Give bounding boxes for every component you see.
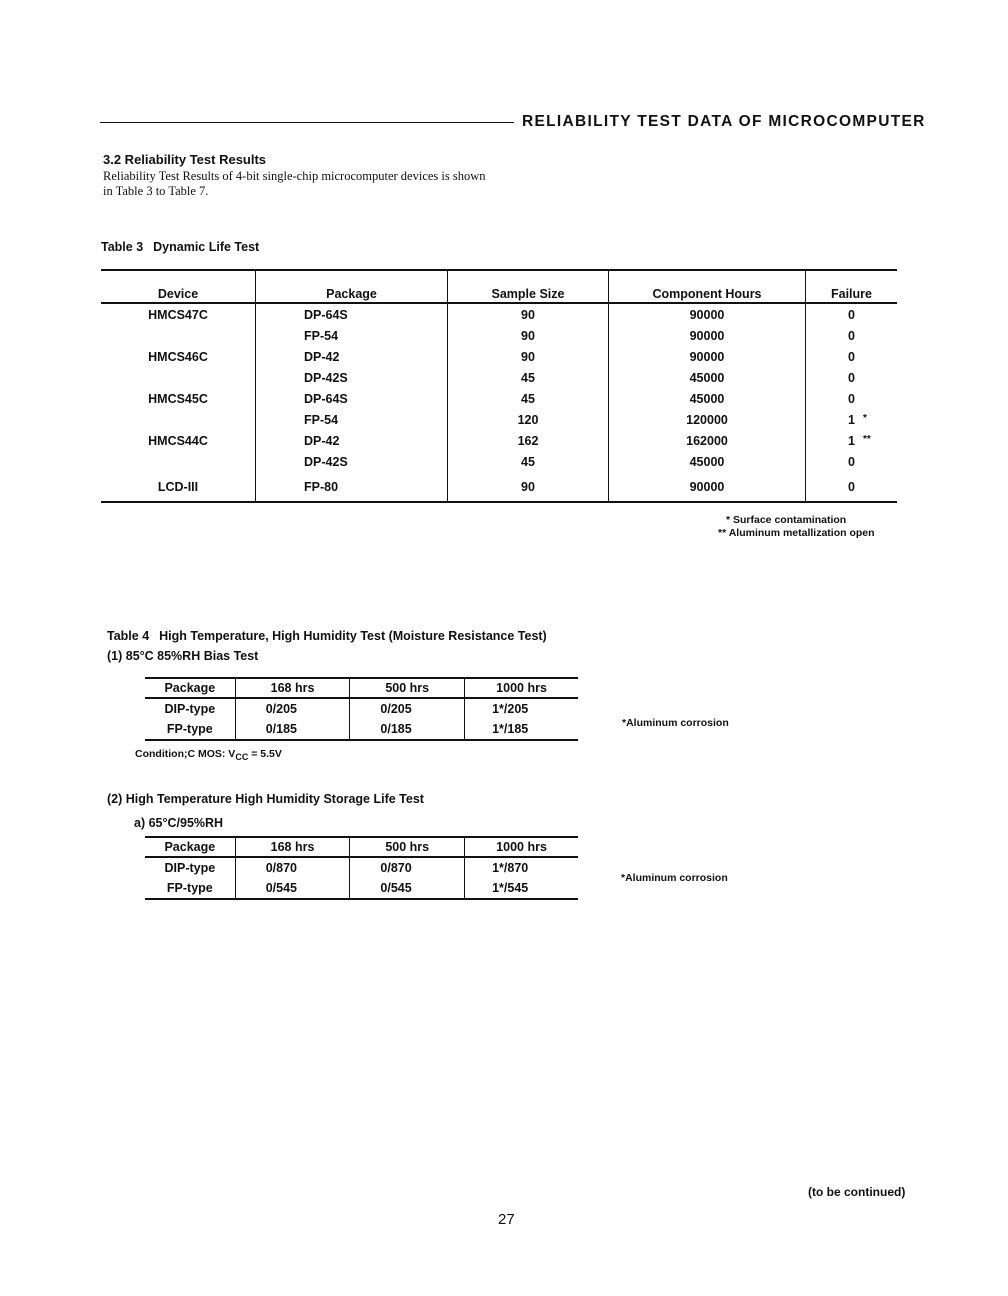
table3-title: Dynamic Life Test [153, 240, 260, 254]
to-be-continued: (to be continued) [808, 1185, 906, 1199]
cell-device [101, 325, 256, 346]
table3-note-1: * Surface contamination [726, 514, 847, 526]
cell-sample: 162 [448, 430, 609, 451]
table4-part2-subtitle: a) 65°C/95%RH [134, 816, 224, 830]
cell-package: FP-54 [256, 325, 448, 346]
cell-sample: 90 [448, 472, 609, 502]
cell-failure [806, 346, 898, 367]
cell-500hrs: 0/185 [350, 719, 465, 740]
col-header-168hrs: 168 hrs [235, 837, 350, 857]
table-header-row [145, 837, 578, 857]
cell-package: DP-42S [256, 451, 448, 472]
cell-168hrs: 0/185 [235, 719, 350, 740]
failure-value: 0 [848, 479, 855, 494]
cell-failure [806, 472, 898, 502]
table4-part1-note: *Aluminum corrosion [622, 717, 729, 729]
cell-sample: 90 [448, 325, 609, 346]
cell-1000hrs: 1*/545 [465, 878, 578, 899]
table3-caption [101, 240, 259, 254]
cell-sample: 45 [448, 388, 609, 409]
cell-hours: 45000 [609, 367, 806, 388]
cell-device: LCD-III [157, 479, 199, 494]
table4-part2-title: (2) High Temperature High Humidity Storage Life Test [107, 792, 424, 806]
table-row [101, 430, 897, 451]
cell-device: HMCS45C [148, 391, 208, 406]
table-row [101, 388, 897, 409]
test-condition [135, 748, 282, 762]
cell-failure [806, 367, 898, 388]
cell-failure [806, 451, 898, 472]
cell-500hrs: 0/545 [350, 878, 465, 899]
table3-dynamic-life-test [101, 269, 897, 503]
cell-device: HMCS46C [148, 349, 208, 364]
failure-value: 0 [848, 391, 855, 406]
col-header-component-hours: Component Hours [609, 270, 806, 303]
table4-part2-note: *Aluminum corrosion [621, 872, 728, 884]
cell-device [101, 409, 256, 430]
col-header-1000hrs: 1000 hrs [465, 837, 578, 857]
cell-failure [806, 303, 898, 325]
failure-mark: ** [862, 433, 871, 445]
condition-suffix: = 5.5V [248, 748, 282, 760]
failure-value: 0 [848, 349, 855, 364]
table-row [101, 367, 897, 388]
cell-device: HMCS47C [148, 307, 208, 322]
cell-failure [806, 430, 898, 451]
col-header-package: Package [145, 678, 235, 698]
cell-package: DIP-type [164, 702, 216, 716]
col-header-168hrs: 168 hrs [235, 678, 350, 698]
cell-package: FP-type [166, 881, 213, 895]
cell-hours: 45000 [609, 388, 806, 409]
cell-failure [806, 409, 898, 430]
failure-value: 1 [848, 412, 855, 427]
table-row [145, 719, 578, 740]
cell-package: DP-42 [256, 346, 448, 367]
page-number: 27 [498, 1211, 515, 1228]
cell-hours: 90000 [609, 325, 806, 346]
cell-device: HMCS44C [148, 433, 208, 448]
table-row [101, 346, 897, 367]
col-header-1000hrs: 1000 hrs [465, 678, 578, 698]
table-row [101, 303, 897, 325]
cell-failure [806, 388, 898, 409]
table-header-row [101, 270, 897, 303]
section-text: Reliability Test Results of 4-bit single-chip microcomputer devices is shown in Table 3 to Table 7. [103, 169, 486, 198]
cell-hours: 120000 [609, 409, 806, 430]
col-header-failure: Failure [806, 270, 898, 303]
cell-hours: 90000 [609, 472, 806, 502]
cell-package: DP-64S [256, 303, 448, 325]
cell-sample: 45 [448, 451, 609, 472]
cell-package: DP-42S [256, 367, 448, 388]
failure-value: 0 [848, 328, 855, 343]
failure-value: 0 [848, 454, 855, 469]
failure-value: 0 [848, 370, 855, 385]
cell-1000hrs: 1*/205 [465, 698, 578, 719]
col-header-500hrs: 500 hrs [350, 678, 465, 698]
cell-hours: 162000 [609, 430, 806, 451]
table-header-row [145, 678, 578, 698]
cell-500hrs: 0/870 [350, 857, 465, 878]
col-header-500hrs: 500 hrs [350, 837, 465, 857]
cell-package: DP-42 [256, 430, 448, 451]
cell-hours: 90000 [609, 303, 806, 325]
cell-sample: 45 [448, 367, 609, 388]
col-header-package: Package [145, 837, 235, 857]
table4-part1-title: (1) 85°C 85%RH Bias Test [107, 649, 259, 663]
failure-mark: * [862, 412, 867, 424]
cell-sample: 90 [448, 346, 609, 367]
table4-caption [107, 629, 547, 643]
cell-hours: 45000 [609, 451, 806, 472]
header-rule [100, 122, 514, 123]
table-row [145, 857, 578, 878]
cell-device [101, 451, 256, 472]
table3-note-2: ** Aluminum metallization open [718, 527, 875, 539]
table3-label: Table 3 [101, 240, 144, 254]
cell-168hrs: 0/205 [235, 698, 350, 719]
cell-500hrs: 0/205 [350, 698, 465, 719]
cell-device [101, 367, 256, 388]
col-header-package: Package [256, 270, 448, 303]
cell-168hrs: 0/545 [235, 878, 350, 899]
failure-value: 0 [848, 307, 855, 322]
table-row [101, 325, 897, 346]
cell-hours: 90000 [609, 346, 806, 367]
cell-1000hrs: 1*/870 [465, 857, 578, 878]
table4-storage-life-test [145, 836, 578, 900]
cell-package: FP-54 [256, 409, 448, 430]
running-header: RELIABILITY TEST DATA OF MICROCOMPUTER [522, 113, 926, 130]
table4-bias-test [145, 677, 578, 741]
col-header-sample-size: Sample Size [448, 270, 609, 303]
cell-package: FP-type [166, 722, 213, 736]
table-row [101, 451, 897, 472]
cell-package: DIP-type [164, 861, 216, 875]
table4-label: Table 4 [107, 629, 150, 643]
table-row [145, 698, 578, 719]
table-row [145, 878, 578, 899]
condition-prefix: Condition;C MOS: V [135, 748, 236, 760]
failure-value: 1 [848, 433, 855, 448]
table4-title: High Temperature, High Humidity Test (Moisture Resistance Test) [159, 629, 547, 643]
condition-subscript: CC [235, 752, 249, 763]
cell-1000hrs: 1*/185 [465, 719, 578, 740]
table-row [101, 472, 897, 502]
cell-package: DP-64S [256, 388, 448, 409]
cell-failure [806, 325, 898, 346]
cell-package: FP-80 [256, 472, 448, 502]
cell-sample: 120 [448, 409, 609, 430]
section-title: 3.2 Reliability Test Results [103, 152, 267, 167]
table-row [101, 409, 897, 430]
cell-sample: 90 [448, 303, 609, 325]
col-header-device: Device [101, 270, 256, 303]
cell-168hrs: 0/870 [235, 857, 350, 878]
